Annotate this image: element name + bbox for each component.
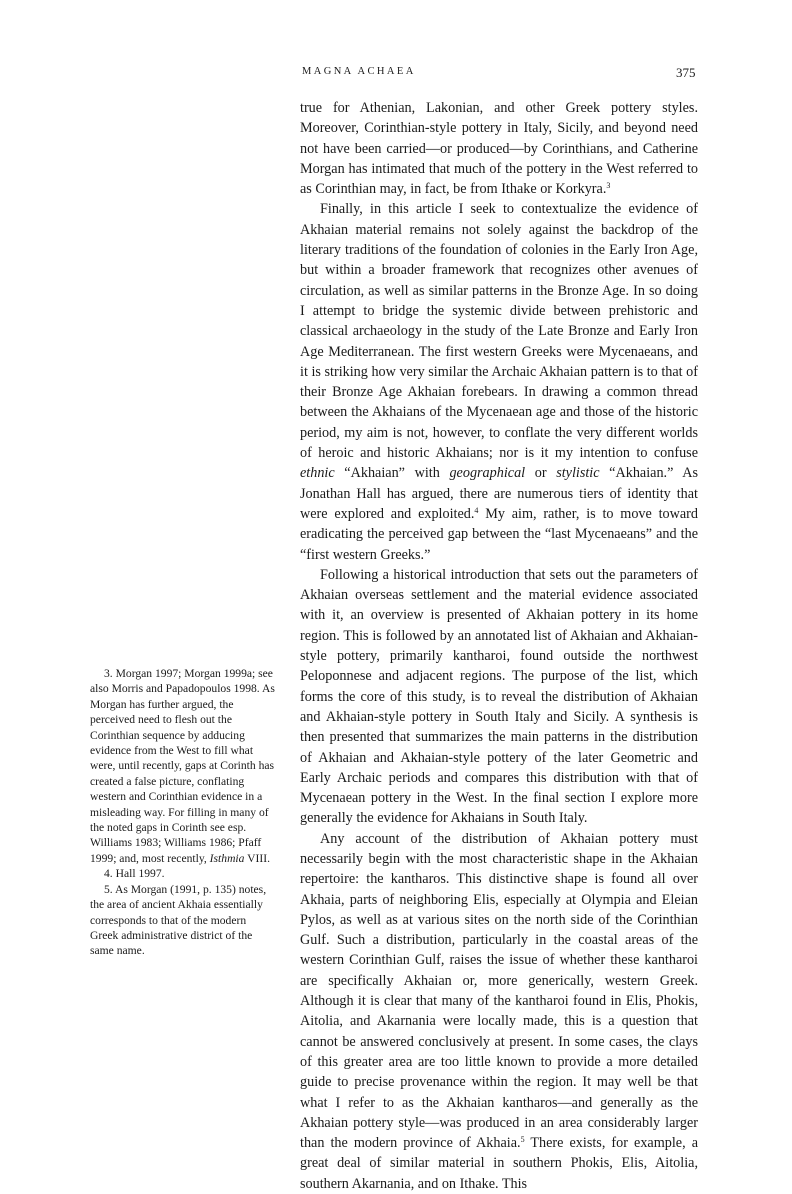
- paragraph-1: [300, 98, 698, 199]
- footnote-5: [90, 882, 276, 959]
- footnotes: [90, 666, 276, 959]
- paragraph-4: [300, 829, 698, 1194]
- running-head: MAGNA ACHAEA: [302, 66, 416, 77]
- paragraph-1-text: true for Athenian, Lakonian, and other Greek pottery styles. Moreover, Corinthian-style pottery in Italy, Sicily, and beyond need not have been carried—or produced—by Corinthians, and Catherine Morgan has intimated that much of the pottery in the West referred to as Corinthian may, in fact, be from Ithake or Korkyra.: [300, 100, 698, 198]
- footnote-ref-4: 4: [474, 505, 479, 515]
- italic-stylistic: stylistic: [556, 465, 600, 482]
- page-number: 375: [676, 65, 696, 80]
- paragraph-4-text-a: Any account of the distribution of Akhaian pottery must necessarily begin with the most characteristic shape in the Akhaian repertoire: the kantharos. This distinctive shape is found all over Akhaia, parts of neighboring Elis, especially at Olympia and Eleian Pylos, as well as at various sites on the north side of the Corinthian Gulf. Such a distribution, particularly in the coastal areas of the western Corinthian Gulf, raises the issue of whether these kantharoi are specifically Akhaian or, more generically, western Greek. Although it is clear that many of the kantharoi found in Elis, Phokis, Aitolia, and Akarnania were locally made, this is a question that cannot be answered conclusively at present. In some cases, the clays of this greater area are too little known to provide a more detailed guide to precise provenance within the region. It may well be that what I refer to as the Akhaian kantharos—and generally as the Akhaian pottery style—was produced in an area considerably larger than the modern province of Akhaia.: [300, 830, 698, 1152]
- italic-isthmia: Isthmia: [209, 851, 245, 865]
- paragraph-2-text-c: or: [525, 465, 557, 482]
- main-text: [300, 98, 698, 1194]
- footnote-4: [90, 866, 276, 881]
- footnote-4-text: 4. Hall 1997.: [104, 867, 165, 881]
- footnote-ref-3: 3: [606, 181, 611, 191]
- paragraph-2-text-a: Finally, in this article I seek to contextualize the evidence of Akhaian material remains not solely against the backdrop of the literary traditions of the foundation of colonies in the Early Iron Age, but within a broader framework that recognizes other avenues of circulation, as well as similar patterns in the Bronze Age. In so doing I attempt to bridge the systemic divide between prehistoric and classical archaeology in the study of the Late Bronze and Early Iron Age Mediterranean. The first western Greeks were Mycenaeans, and it is striking how very similar the Archaic Akhaian pattern is to that of their Bronze Age Akhaian forebears. In drawing a common thread between the Akhaians of the Mycenaean age and those of the historic period, my aim is not, however, to conflate the very different worlds of heroic and historic Akhaians; nor is it my intention to confuse: [300, 201, 698, 462]
- paragraph-2: [300, 199, 698, 564]
- footnote-ref-5: 5: [520, 1135, 525, 1145]
- paragraph-2-text-b: “Akhaian” with: [334, 465, 450, 482]
- footnote-3-text-b: VIII.: [244, 851, 270, 865]
- paragraph-2-text-d: “Akhaian.” As Jonathan Hall has argued, there are numerous tiers of identity that were explored and exploited.: [300, 465, 698, 522]
- paragraph-3-text: Following a historical introduction that sets out the parameters of Akhaian overseas settlement and the material evidence associated with it, an overview is presented of Akhaian pottery in its home region. This is followed by an annotated list of Akhaian and Akhaian-style pottery, primarily kantharoi, found outside the northwest Peloponnese and adjacent regions. The purpose of the list, which forms the core of this study, is to reveal the distribution of Akhaian and Akhaian-style pottery in South Italy and Sicily. A synthesis is then presented that summarizes the main patterns in the distribution of Akhaian and Akhaian-style pottery of the later Geometric and Early Archaic periods and compares this distribution with that of Mycenaean pottery in the West. In the final section I explore more generally the evidence for Akhaians in South Italy.: [300, 566, 698, 827]
- footnote-5-text: 5. As Morgan (1991, p. 135) notes, the area of ancient Akhaia essentially corresponds to that of the modern Greek administrative district of the same name.: [90, 882, 267, 958]
- paragraph-3: [300, 565, 698, 829]
- italic-geographical: geographical: [449, 465, 526, 482]
- footnote-3-text-a: 3. Morgan 1997; Morgan 1999a; see also Morris and Papadopoulos 1998. As Morgan has further argued, the perceived need to flesh out the Corinthian sequence by adducing evidence from the West to fill what were, until recently, gaps at Corinth has created a false picture, conflating western and Corinthian evidence in a misleading way. For filling in many of the noted gaps in Corinth see esp. Williams 1983; Williams 1986; Pfaff 1999; and, most recently,: [90, 667, 275, 865]
- paragraph-2-text-e: My aim, rather, is to move toward eradicating the perceived gap between the “last Mycenaeans” and the “first western Greeks.”: [300, 505, 698, 563]
- paragraph-4-text-b: There exists, for example, a great deal of similar material in southern Phokis, Elis, Aitolia, southern Akarnania, and on Ithake. This: [300, 1135, 698, 1192]
- footnote-3: [90, 666, 276, 866]
- italic-ethnic: ethnic: [300, 465, 335, 482]
